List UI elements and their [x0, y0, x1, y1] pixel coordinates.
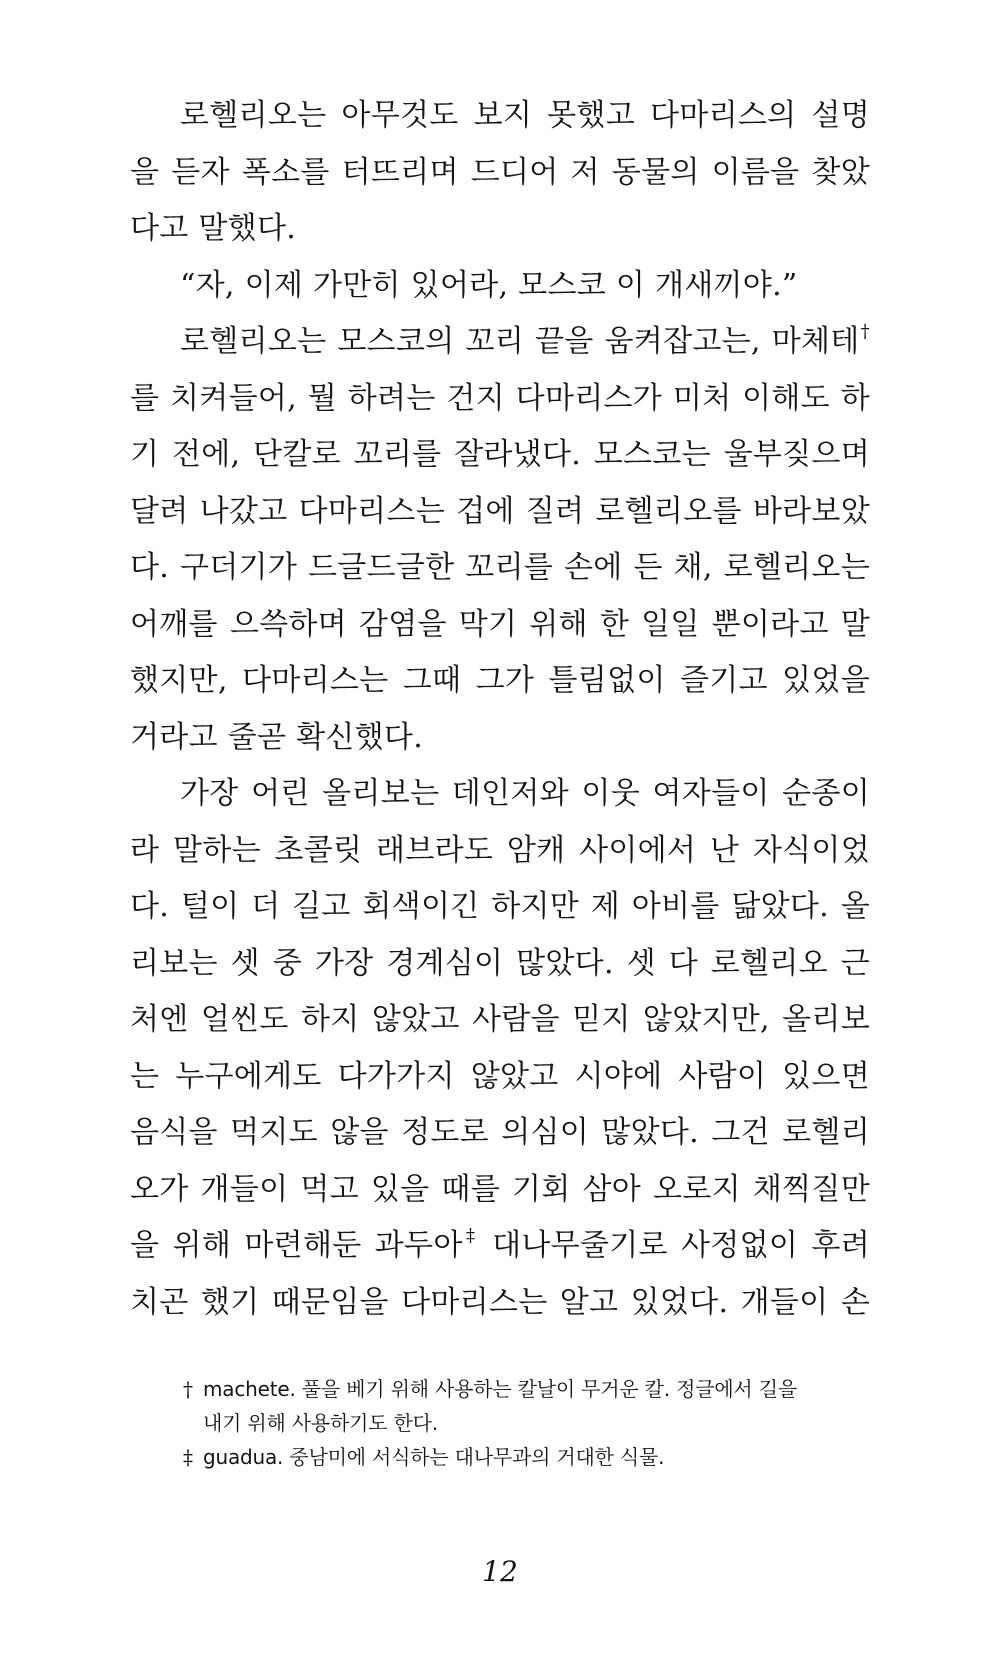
text-line: 달려 나갔고 다마리스는 겁에 질려 로헬리오를 바라보았 [130, 493, 870, 529]
text-line: 을 듣자 폭소를 터뜨리며 드디어 저 동물의 이름을 찾았 [130, 154, 870, 190]
text-segment: 을 위해 마련해둔 과두아 [130, 1228, 463, 1263]
dialogue-line: “자, 이제 가만히 있어라, 모스코 이 개새끼야.” [180, 267, 798, 303]
text-segment: 대나무줄기로 사정없이 후려 [492, 1228, 870, 1263]
footnote-symbol: ‡ [183, 1445, 193, 1469]
footnote-double-dagger-mark: ‡ [462, 1225, 479, 1246]
footnote-machete [183, 1372, 883, 1440]
text-line: 다고 말했다. [130, 211, 297, 246]
text-line: 처엔 얼씬도 하지 않았고 사람을 믿지 않았지만, 올리보 [130, 1002, 870, 1037]
footnotes [183, 1372, 883, 1474]
text-line: 치곤 했기 때문임을 다마리스는 알고 있었다. 개들이 손 [130, 1284, 870, 1320]
text-line: 거라고 줄곧 확신했다. [130, 719, 424, 755]
text-line: 어깨를 으쓱하며 감염을 막기 위해 한 일일 뿐이라고 말 [130, 606, 870, 642]
text-line: 리보는 셋 중 가장 경계심이 많았다. 셋 다 로헬리오 근 [130, 945, 870, 981]
text-line [130, 1218, 870, 1275]
text-line: 했지만, 다마리스는 그때 그가 틀림없이 즐기고 있었을 [130, 663, 870, 698]
text-line: 다. 구더기가 드글드글한 꼬리를 손에 든 채, 로헬리오는 [130, 550, 870, 585]
footnote-dagger-mark: † [859, 321, 870, 342]
text-line [130, 314, 870, 371]
footnote-text: guadua. 중남미에 서식하는 대나무과의 거대한 식물. [203, 1445, 665, 1469]
text-line: 라 말하는 초콜릿 래브라도 암캐 사이에서 난 자식이었 [130, 832, 870, 868]
footnote-text-continued: 내기 위해 사용하기도 한다. [203, 1411, 438, 1435]
body-text [130, 88, 870, 1331]
text-segment: 로헬리오는 모스코의 꼬리 끝을 움켜잡고는, 마체테 [180, 324, 860, 359]
text-line: 는 누구에게도 다가가지 않았고 시야에 사람이 있으면 [130, 1058, 870, 1094]
text-line: 로헬리오는 아무것도 보지 못했고 다마리스의 설명 [180, 98, 870, 133]
footnote-text: machete. 풀을 베기 위해 사용하는 칼날이 무거운 칼. 정글에서 길을 [203, 1377, 797, 1401]
footnote-guadua [183, 1440, 883, 1474]
text-line: 를 치켜들어, 뭘 하려는 건지 다마리스가 미처 이해도 하 [130, 380, 870, 416]
page-number: 12 [482, 1555, 518, 1588]
text-line: 오가 개들이 먹고 있을 때를 기회 삼아 오로지 채찍질만 [130, 1171, 870, 1207]
text-line: 음식을 먹지도 않을 정도로 의심이 많았다. 그건 로헬리 [130, 1115, 870, 1150]
text-line: 다. 털이 더 길고 회색이긴 하지만 제 아비를 닮았다. 올 [130, 889, 870, 924]
text-line: 가장 어린 올리보는 데인저와 이웃 여자들이 순종이 [180, 776, 870, 811]
text-line: 기 전에, 단칼로 꼬리를 잘라냈다. 모스코는 울부짖으며 [130, 437, 870, 472]
footnote-symbol: † [183, 1377, 193, 1401]
